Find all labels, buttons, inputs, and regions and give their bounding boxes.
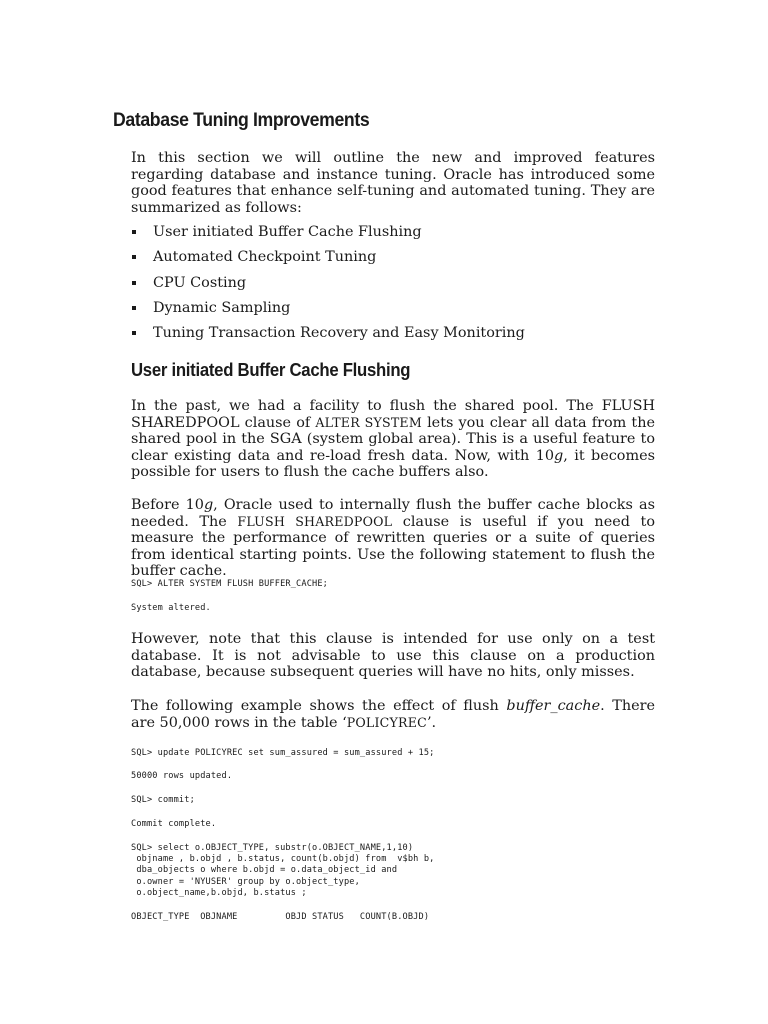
bullet-icon — [132, 255, 136, 259]
list-item: User initiated Buffer Cache Flushing — [131, 224, 525, 249]
bullet-icon — [132, 331, 136, 335]
bullet-icon — [132, 230, 136, 234]
list-item: CPU Costing — [131, 275, 525, 300]
subsection-heading: User initiated Buffer Cache Flushing — [131, 360, 411, 380]
code-update-statement: SQL> update POLICYREC set sum_assured = sum_assured + 15; — [131, 748, 435, 758]
code-output: Commit complete. — [131, 819, 217, 829]
bullet-icon — [132, 306, 136, 310]
code-output: 50000 rows updated. — [131, 771, 233, 781]
code-select-statement: SQL> select o.OBJECT_TYPE, substr(o.OBJECT_NAME,1,10) objname , b.objd , b.status, count(b.objd) from v$bh b, dba_objects o where b.objd = o.data_object_id and o.owner = 'NYUSER' group by o.object_type, o.object_name,b.objd, b.status ; — [131, 843, 435, 898]
bullet-icon — [132, 281, 136, 285]
code-result-header: OBJECT_TYPE OBJNAME OBJD STATUS COUNT(B.OBJD) — [131, 912, 430, 922]
list-item: Dynamic Sampling — [131, 300, 525, 325]
paragraph-before-10g: Before 10g, Oracle used to internally flush the buffer cache blocks as needed. The FLUSH SHAREDPOOL clause is useful if you need to measure the performance of rewritten queries or a suite of queries from identical starting points. Use the following statement to flush the buffer cache. — [131, 497, 655, 579]
list-item: Automated Checkpoint Tuning — [131, 249, 525, 274]
paragraph-example-intro: The following example shows the effect of flush buffer_cache. There are 50,000 rows in the table ‘POLICYREC’. — [131, 698, 656, 731]
code-commit-statement: SQL> commit; — [131, 795, 195, 805]
paragraph-flush-history: In the past, we had a facility to flush the shared pool. The FLUSH SHAREDPOOL clause of ALTER SYSTEM lets you clear all data from the shared pool in the SGA (system global area). This is a useful feature to clear existing data and re-load fresh data. Now, with 10g, it becomes possible for users to flush the cache buffers also. — [131, 398, 655, 480]
section-heading: Database Tuning Improvements — [113, 110, 370, 131]
paragraph-test-database-note: However, note that this clause is intended for use only on a test database. It is not advisable to use this clause on a production database, because subsequent queries will have no hits, only misses. — [131, 631, 655, 680]
intro-paragraph: In this section we will outline the new and improved features regarding database and instance tuning. Oracle has introduced some good features that enhance self-tuning and automated tuning. They are summarized as follows: — [131, 150, 655, 216]
code-flush-statement: SQL> ALTER SYSTEM FLUSH BUFFER_CACHE; — [131, 579, 328, 589]
feature-list — [131, 224, 525, 350]
code-output: System altered. — [131, 603, 211, 613]
list-item: Tuning Transaction Recovery and Easy Monitoring — [131, 325, 525, 350]
